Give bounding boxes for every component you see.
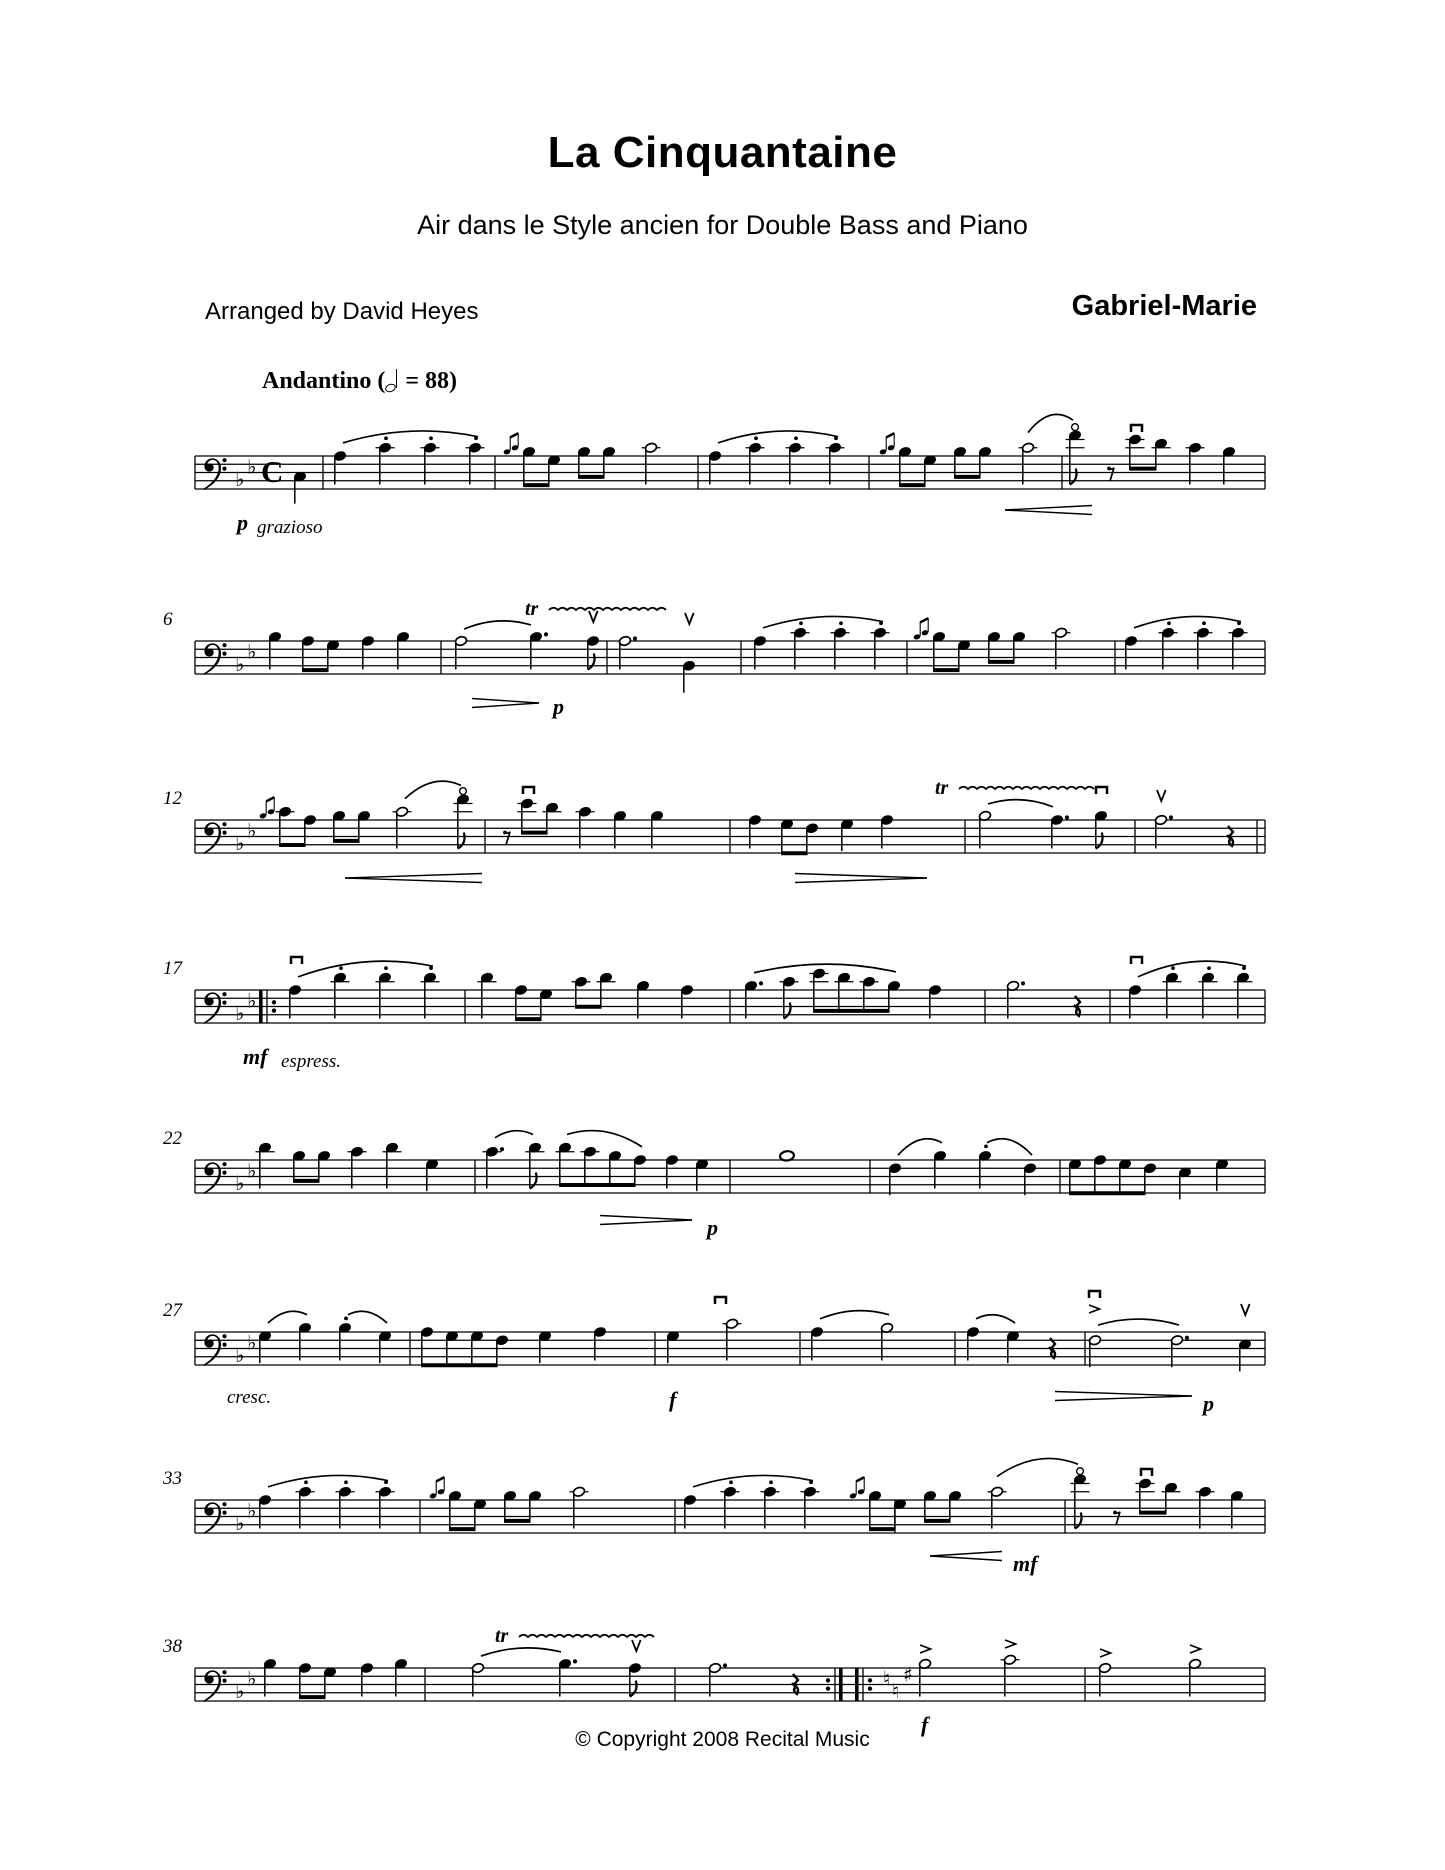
expression-texts <box>235 510 322 538</box>
expression-texts <box>705 1215 718 1240</box>
measure-number <box>163 788 183 809</box>
sharp-accidental <box>903 1662 913 1686</box>
bass-clef-icon <box>203 1162 226 1194</box>
svg-text:♭: ♭ <box>247 1158 257 1183</box>
svg-text:mf: mf <box>243 1044 268 1069</box>
svg-text:p: p <box>1203 1391 1214 1416</box>
bass-clef-icon <box>203 458 226 490</box>
marks-layer <box>472 598 694 708</box>
notes-layer <box>293 430 1235 504</box>
down-bow-icon <box>1089 1291 1100 1298</box>
svg-text:12: 12 <box>163 788 182 809</box>
bass-clef-icon <box>203 1334 226 1366</box>
measure-number <box>162 1636 183 1657</box>
down-bow-icon <box>1096 787 1107 794</box>
svg-text:grazioso: grazioso <box>257 517 323 538</box>
up-bow-icon <box>632 1640 641 1651</box>
copyright-notice: © Copyright 2008 Recital Music <box>575 1728 870 1751</box>
trill-mark <box>935 777 1094 799</box>
up-bow-icon <box>1157 790 1166 801</box>
svg-text:22: 22 <box>163 1128 182 1149</box>
svg-text:tr: tr <box>525 598 539 620</box>
svg-text:p: p <box>707 1215 718 1240</box>
measure-number <box>163 609 173 630</box>
slurs-layer <box>495 1131 1032 1156</box>
staff-lines <box>195 1160 1265 1193</box>
marks-layer <box>715 1291 1250 1401</box>
svg-text:♭: ♭ <box>235 1170 245 1195</box>
page-title: La Cinquantaine <box>547 128 898 177</box>
page-subtitle: Air dans le Style ancien for Double Bass and Piano <box>417 210 1028 240</box>
slurs-layer <box>298 961 1246 977</box>
notes-layer <box>268 618 1247 693</box>
down-bow-icon <box>1131 957 1142 964</box>
bass-clef-icon <box>203 643 226 675</box>
diminuendo-hairpin <box>1055 1392 1192 1401</box>
bass-clef-icon <box>203 1502 226 1534</box>
notes-layer <box>256 1142 1229 1199</box>
staff-system-3 <box>145 770 1315 935</box>
marks-layer <box>600 1216 692 1225</box>
svg-text:tr: tr <box>495 1625 509 1647</box>
svg-text:♭: ♭ <box>247 988 257 1013</box>
staff-lines <box>195 1332 1265 1365</box>
svg-text:♭: ♭ <box>235 1510 245 1535</box>
staff-lines <box>195 820 1265 853</box>
marks-layer <box>345 777 1166 883</box>
accent-icon <box>1100 1649 1111 1657</box>
notes-layer <box>288 966 1252 1020</box>
svg-text:♭: ♭ <box>235 466 245 491</box>
bass-clef-icon <box>203 992 226 1024</box>
accent-icon <box>1190 1645 1201 1653</box>
down-bow-icon <box>1131 425 1142 432</box>
staff-system-8 <box>145 1618 1315 1783</box>
tempo-marking <box>262 366 457 395</box>
svg-text:♮: ♮ <box>883 1666 891 1691</box>
staff-lines <box>195 641 1265 674</box>
tempo-prefix: Andantino ( <box>262 368 386 394</box>
svg-text:♭: ♭ <box>235 1342 245 1367</box>
svg-text:♭: ♭ <box>247 818 257 843</box>
staff-lines <box>195 456 1265 489</box>
staff-system-7 <box>145 1450 1315 1615</box>
time-signature <box>261 454 283 489</box>
diminuendo-hairpin <box>795 874 927 883</box>
expression-texts <box>1013 1551 1040 1576</box>
slurs-layer <box>481 1648 561 1656</box>
down-bow-icon <box>291 957 302 964</box>
svg-text:p: p <box>553 694 564 719</box>
svg-text:17: 17 <box>163 958 182 979</box>
bass-clef-icon <box>203 822 226 854</box>
slurs-layer <box>464 616 1241 629</box>
harmonic-icon <box>1072 424 1079 431</box>
svg-text:♭: ♭ <box>247 1666 257 1691</box>
measure-number <box>163 1300 184 1321</box>
arranger-credit: Arranged by David Heyes <box>205 298 479 325</box>
staff-system-4 <box>145 940 1315 1105</box>
accent-icon <box>1005 1640 1016 1648</box>
svg-text:♭: ♭ <box>235 1678 245 1703</box>
expression-texts <box>551 694 564 719</box>
svg-text:♭: ♭ <box>235 830 245 855</box>
down-bow-icon <box>523 787 534 794</box>
notes-layer <box>258 1316 1251 1371</box>
accent-icon <box>1089 1305 1100 1313</box>
bass-clef-icon <box>203 1670 226 1702</box>
measure-number <box>163 958 184 979</box>
up-bow-icon <box>589 611 598 622</box>
up-bow-icon <box>685 613 694 624</box>
svg-text:♭: ♭ <box>235 651 245 676</box>
staff-system-5 <box>145 1110 1315 1275</box>
down-bow-icon <box>1141 1469 1152 1476</box>
svg-text:espress.: espress. <box>281 1051 341 1072</box>
down-bow-icon <box>715 1297 726 1304</box>
svg-text:f: f <box>669 1387 677 1412</box>
harmonic-icon <box>460 788 467 795</box>
composer-credit: Gabriel-Marie <box>1071 290 1257 322</box>
svg-text:♭: ♭ <box>235 1000 245 1025</box>
expression-texts <box>243 1044 341 1072</box>
diminuendo-hairpin <box>472 699 539 708</box>
trill-mark <box>495 1625 654 1647</box>
svg-text:38: 38 <box>163 1636 182 1657</box>
svg-text:♮: ♮ <box>892 1678 900 1703</box>
staff-system-2 <box>145 591 1315 756</box>
up-bow-icon <box>1241 1304 1250 1315</box>
notes-layer <box>258 1474 1243 1530</box>
half-note-icon <box>385 366 399 392</box>
svg-text:♭: ♭ <box>247 1498 257 1523</box>
svg-text:♭: ♭ <box>247 639 257 664</box>
marks-layer <box>495 1625 1201 1703</box>
svg-text:C: C <box>261 454 284 489</box>
svg-text:mf: mf <box>1013 1551 1038 1576</box>
staff-lines <box>195 990 1265 1023</box>
svg-text:cresc.: cresc. <box>227 1387 272 1408</box>
crescendo-hairpin <box>1005 506 1092 515</box>
svg-text:p: p <box>237 510 248 535</box>
crescendo-hairpin <box>930 1552 1002 1561</box>
crescendo-hairpin <box>345 874 482 883</box>
svg-text:6: 6 <box>163 609 173 630</box>
svg-text:♭: ♭ <box>247 454 257 479</box>
slurs-layer <box>268 1458 1078 1486</box>
svg-text:♯: ♯ <box>903 1662 913 1687</box>
svg-text:f: f <box>921 1712 929 1737</box>
svg-text:♭: ♭ <box>247 1330 257 1355</box>
accent-icon <box>920 1645 931 1653</box>
svg-text:27: 27 <box>163 1300 182 1321</box>
measure-number <box>163 1128 183 1149</box>
slurs-layer <box>268 1311 1179 1325</box>
harmonic-icon <box>1077 1468 1084 1475</box>
slurs-layer <box>405 781 1053 807</box>
tempo-suffix: = 88) <box>399 368 458 394</box>
diminuendo-hairpin <box>600 1216 692 1225</box>
natural-accidental <box>883 1666 890 1690</box>
measure-number <box>162 1468 182 1489</box>
natural-accidental <box>892 1679 899 1703</box>
svg-text:tr: tr <box>935 777 949 799</box>
svg-text:33: 33 <box>163 1468 182 1489</box>
slurs-layer <box>343 414 1073 442</box>
staff-lines <box>195 1500 1265 1533</box>
staff-system-6 <box>145 1282 1315 1447</box>
staff-system-1 <box>145 406 1315 571</box>
